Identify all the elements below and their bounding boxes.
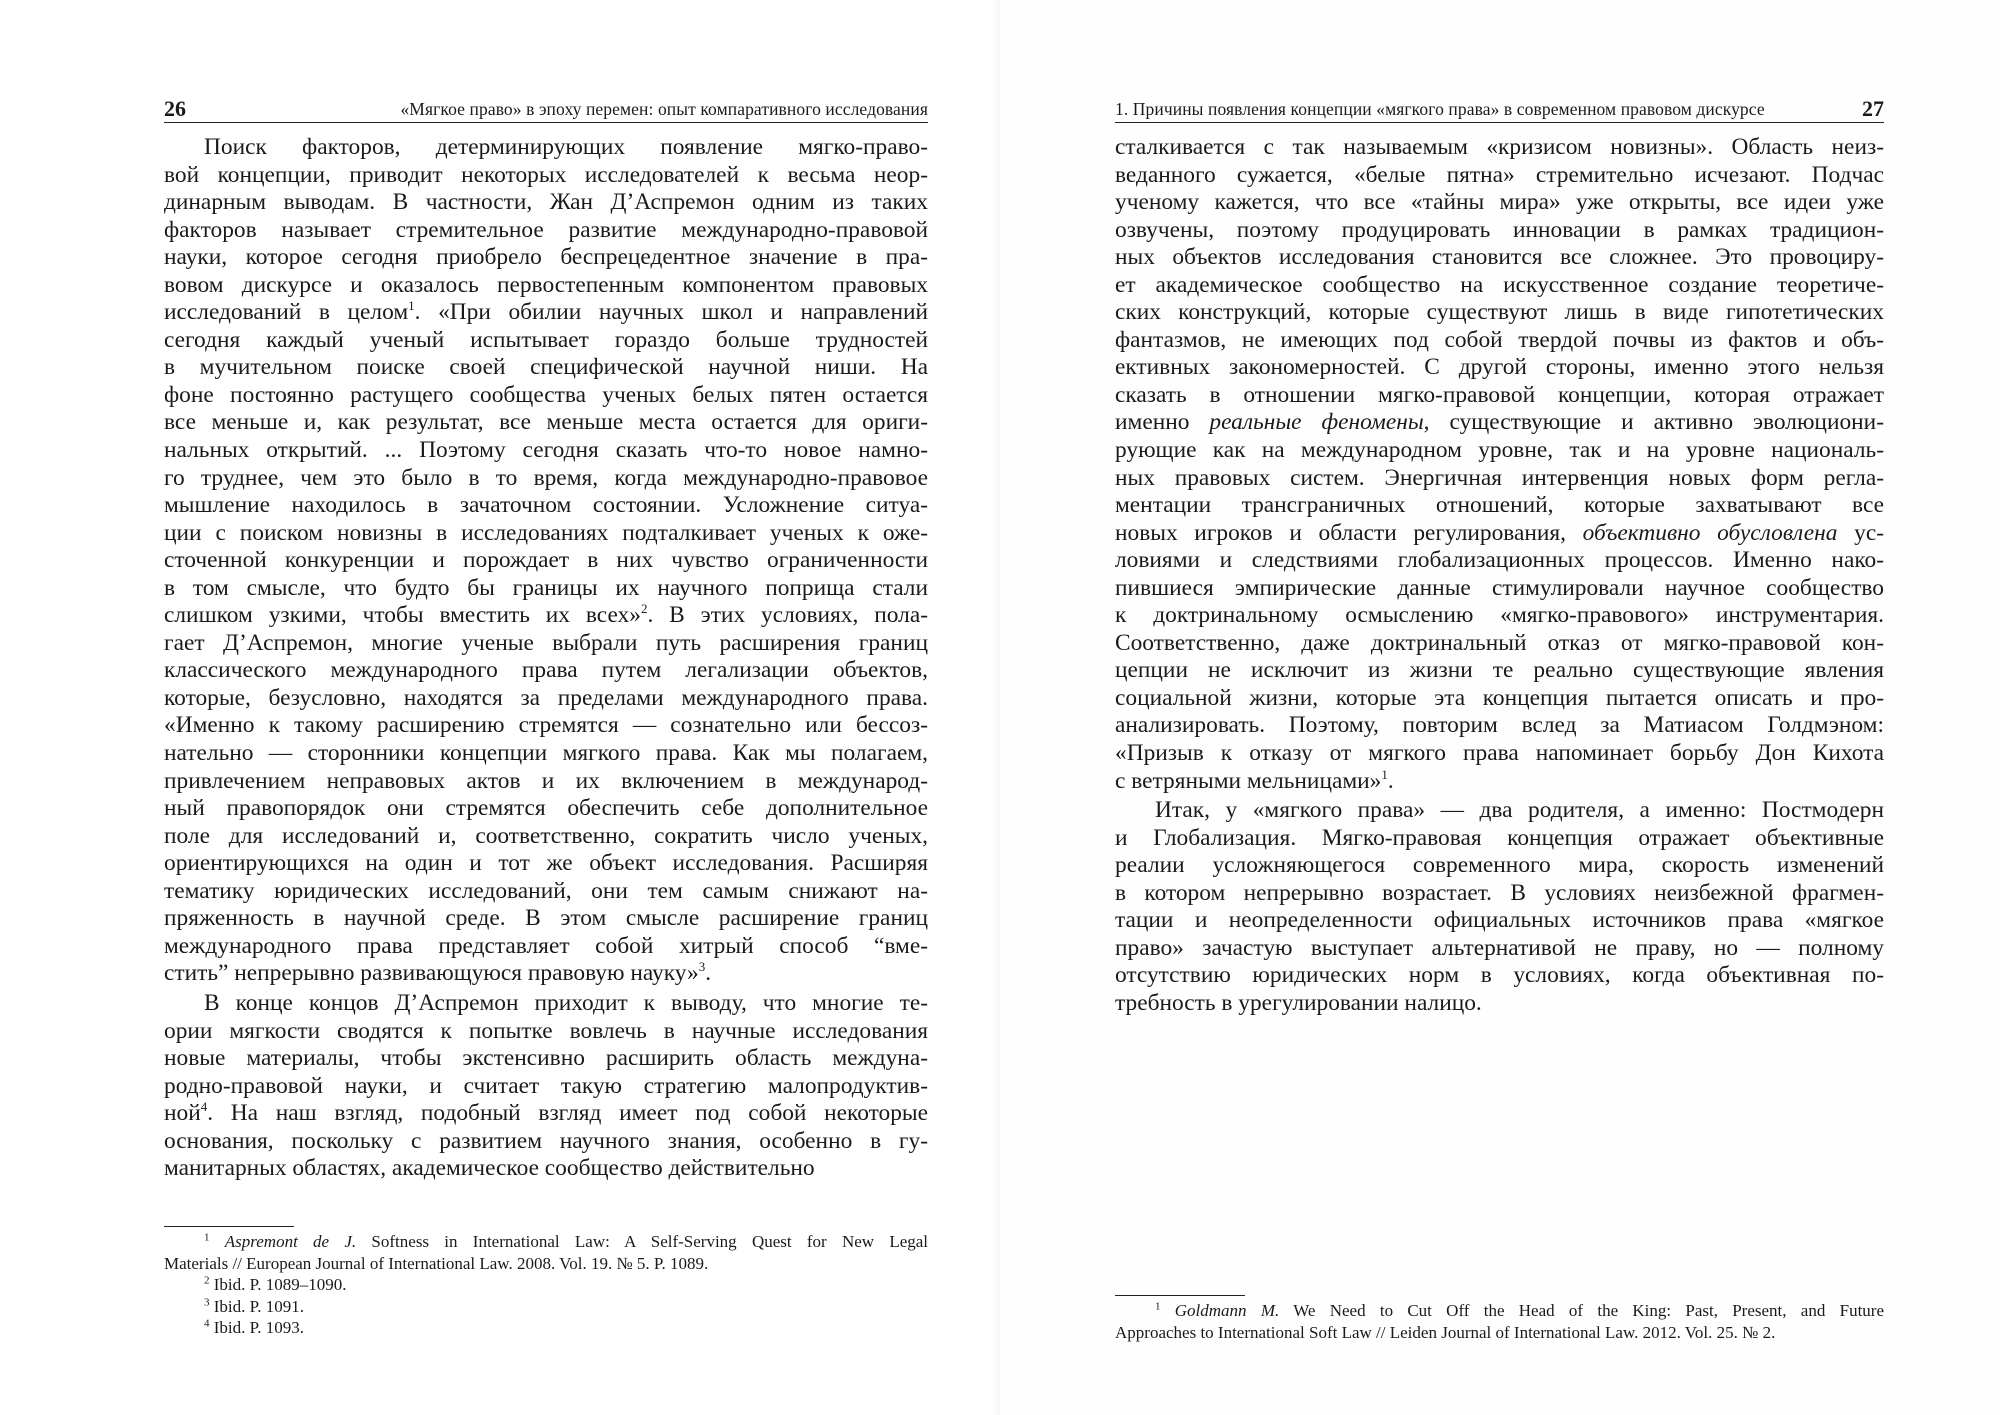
- running-title: «Мягкое право» в эпоху перемен: опыт компаративного исследования: [400, 99, 928, 119]
- left-page-header: [164, 95, 928, 123]
- text-line: ции с поиском новизны в исследованиях подталкивает ученых к оже-: [164, 519, 928, 546]
- text-line: анализировать. Поэтому, повторим вслед за Матиасом Голдмэном:: [1115, 712, 1884, 739]
- text-line: право» зачастую выступает альтернативой не праву, но — полному: [1115, 934, 1884, 961]
- header-rule: [1115, 122, 1884, 123]
- text-line: фоне постоянно растущего сообщества ученых белых пятен остается: [164, 381, 928, 408]
- text-line: стить” непрерывно развивающуюся правовую науку»$^3$.: [164, 959, 712, 987]
- footnote-author: Aspremont de J.: [224, 1232, 357, 1251]
- text-line: ученому кажется, что все «тайны мира» уже открыты, все идеи уже: [1115, 189, 1884, 216]
- text-line: в котором непрерывно возрастает. В условиях неизбежной фрагмен-: [1115, 879, 1884, 906]
- footnote-line: $^1$ Goldmann M. We Need to Cut Off the Head of the King: Past, Present, and Future: [1155, 1300, 1884, 1320]
- text-line: отсутствию юридических норм в условиях, когда объективная по-: [1115, 962, 1884, 989]
- text-line: слишком узкими, чтобы вместить их всех»$^2$. В этих условиях, пола-: [164, 601, 928, 629]
- text-line: новые материалы, чтобы экстенсивно расширить область междуна-: [164, 1045, 928, 1072]
- footnote-line: $^2$ Ibid. P. 1089–1090.: [204, 1274, 347, 1294]
- text-line: ет академическое сообщество на искусственное создание теоретиче-: [1115, 271, 1884, 298]
- text-line: ективных закономерностей. С другой стороны, именно этого нельзя: [1115, 354, 1884, 381]
- text-line: «Именно к такому расширению стремятся — сознательно или бессоз-: [164, 712, 928, 739]
- text-line: именно реальные феномены, существующие и активно эволюциони-: [1115, 409, 1884, 436]
- emphasis: реальные феномены: [1209, 409, 1424, 436]
- footnote-marker: 3: [204, 1295, 210, 1308]
- text-line: поле для исследований и, соответственно, сократить число ученых,: [164, 822, 928, 849]
- text-line: привлечением неправовых актов и их включением в международ-: [164, 767, 928, 794]
- text-line: в мучительном поиске своей специфической научной ниши. На: [164, 354, 928, 381]
- footnote-ref[interactable]: 4: [200, 1099, 208, 1115]
- running-title: 1. Причины появления концепции «мягкого права» в современном правовом дискурсе: [1115, 99, 1765, 119]
- text-line: факторов называет стремительное развитие международно-правовой: [164, 216, 928, 243]
- footnote-line: $^1$ Aspremont de J. Softness in International Law: A Self-Serving Quest for New Legal: [204, 1231, 929, 1251]
- text-line: пряженность в научной среде. В этом смысле расширение границ: [164, 905, 928, 932]
- text-line: В конце концов Д’Аспремон приходит к выводу, что многие те-: [204, 989, 928, 1016]
- text-line: исследований в целом$^1$. «При обилии научных школ и направлений: [164, 298, 928, 326]
- left-body-text: [164, 134, 928, 1183]
- text-line: сталкивается с так называемым «кризисом новизны». Область неиз-: [1115, 134, 1884, 160]
- text-line: манитарных областях, академическое сообщество действительно: [164, 1155, 815, 1182]
- footnote-author: Goldmann M.: [1174, 1301, 1280, 1320]
- text-line: рующие как на международном уровне, так и на уровне националь-: [1115, 437, 1884, 464]
- paragraph: [164, 134, 928, 988]
- footnote-marker: 4: [204, 1317, 210, 1330]
- footnote: [1115, 1300, 1884, 1343]
- footnote-ref[interactable]: 1: [408, 298, 415, 314]
- footnote: [164, 1317, 928, 1339]
- text-line: ных объектов исследования становится все сложнее. Это провоциру-: [1115, 244, 1884, 271]
- text-line: озвучены, поэтому продуцировать инновации в рамках традицион-: [1115, 216, 1884, 243]
- text-line: и Глобализация. Мягко-правовая концепция отражает объективные: [1115, 824, 1884, 851]
- text-line: все меньше и, как результат, все меньше места остается для ориги-: [164, 409, 928, 436]
- text-line: сточенной конкуренции и порождает в них чувство ограниченности: [164, 547, 928, 574]
- right-page-header: [1115, 95, 1884, 123]
- text-line: цепции не исключит из жизни те реально существующие явления: [1115, 657, 1884, 684]
- text-line: Поиск факторов, детерминирующих появление мягко-право-: [204, 134, 928, 160]
- text-line: новых игроков и области регулирования, объективно обусловлена ус-: [1115, 519, 1884, 546]
- emphasis: объективно обусловлена: [1582, 519, 1838, 546]
- footnote-marker: 1: [204, 1231, 210, 1244]
- text-line: требность в урегулировании налицо.: [1115, 989, 1482, 1016]
- footnote-ref[interactable]: 2: [640, 601, 648, 617]
- text-line: гает Д’Аспремон, многие ученые выбрали путь расширения границ: [164, 629, 928, 656]
- right-body-text: [1115, 134, 1884, 1018]
- text-line: ских конструкций, которые существуют лишь в виде гипотетических: [1115, 299, 1884, 326]
- left-footnotes: [164, 1231, 928, 1339]
- page-number: 27: [1862, 96, 1884, 121]
- footnote-ref[interactable]: 1: [1381, 766, 1388, 782]
- footnote: [164, 1296, 928, 1318]
- footnote-line: Materials // European Journal of International Law. 2008. Vol. 19. № 5. P. 1089.: [164, 1253, 709, 1273]
- footnote-line: Approaches to International Soft Law // Leiden Journal of International Law. 2012. Vol. 25. № 2.: [1115, 1322, 1776, 1342]
- text-line: веданного сужается, «белые пятна» стремительно исчезают. Подчас: [1115, 161, 1884, 188]
- footnote-rule: [164, 1226, 294, 1227]
- right-page: [1000, 0, 2000, 1415]
- text-line: науки, которое сегодня приобрело беспрецедентное значение в пра-: [164, 244, 928, 271]
- text-line: пившиеся эмпирические данные стимулировали научное сообщество: [1115, 574, 1884, 601]
- text-line: в том смысле, что будто бы границы их научного поприща стали: [164, 574, 928, 601]
- text-line: вовом дискурсе и оказалось первостепенным компонентом правовых: [164, 271, 928, 298]
- text-line: тематику юридических исследований, они тем самым снижают на-: [164, 877, 928, 904]
- text-line: го труднее, чем это было в то время, когда международно-правовое: [164, 464, 928, 491]
- text-line: тации и неопределенности официальных источников права «мягкое: [1115, 907, 1884, 934]
- text-line: социальной жизни, которые эта концепция пытается описать и про-: [1115, 684, 1884, 711]
- text-line: вой концепции, приводит некоторых исследователей к весьма неор-: [164, 161, 928, 188]
- text-line: фантазмов, не имеющих под собой твердой почвы из фактов и объ-: [1115, 326, 1884, 353]
- text-line: сказать в отношении мягко-правовой концепции, которая отражает: [1115, 381, 1884, 408]
- page-number: 26: [164, 96, 186, 121]
- text-line: мышление находилось в зачаточном состоянии. Усложнение ситуа-: [164, 492, 928, 519]
- text-line: ории мягкости сводятся к попытке вовлечь в научные исследования: [164, 1017, 928, 1044]
- footnote: [164, 1274, 928, 1296]
- text-line: нальных открытий. ... Поэтому сегодня сказать что-то новое намно-: [164, 437, 928, 464]
- text-line: основания, поскольку с развитием научного знания, особенно в гу-: [164, 1127, 928, 1154]
- text-line: реалии усложняющегося современного мира, скорость изменений: [1115, 852, 1884, 879]
- text-line: ориентирующихся на один и тот же объект исследования. Расширяя: [164, 850, 928, 877]
- paragraph: [1115, 797, 1884, 1017]
- text-line: нательно — сторонники концепции мягкого права. Как мы полагаем,: [164, 740, 928, 767]
- text-line: Соответственно, даже доктринальный отказ от мягко-правовой кон-: [1115, 629, 1884, 656]
- footnote: [164, 1231, 928, 1274]
- footnote-line: $^4$ Ibid. P. 1093.: [204, 1317, 304, 1337]
- text-line: ментации трансграничных отношений, которые захватывают все: [1115, 492, 1884, 519]
- text-line: Итак, у «мягкого права» — два родителя, а именно: Постмодерн: [1155, 797, 1884, 824]
- text-line: к доктринальному осмыслению «мягко-правового» инструментария.: [1115, 602, 1884, 629]
- footnote-marker: 1: [1155, 1300, 1161, 1313]
- text-line: с ветряными мельницами»$^1$.: [1115, 766, 1394, 794]
- text-line: динарным выводам. В частности, Жан Д’Аспремон одним из таких: [164, 189, 928, 216]
- text-line: которые, безусловно, находятся за пределами международного права.: [164, 684, 928, 711]
- text-line: международного права представляет собой хитрый способ “вме-: [164, 932, 928, 959]
- text-line: ной$^4$. На наш взгляд, подобный взгляд имеет под собой некоторые: [164, 1099, 928, 1127]
- footnote-marker: 2: [204, 1274, 210, 1287]
- footnote-rule: [1115, 1295, 1245, 1296]
- text-line: «Призыв к отказу от мягкого права напоминает борьбу Дон Кихота: [1115, 740, 1884, 767]
- footnote-line: $^3$ Ibid. P. 1091.: [204, 1295, 304, 1316]
- paragraph: [1115, 134, 1884, 795]
- text-line: классического международного права путем легализации объектов,: [164, 657, 928, 684]
- text-line: ный правопорядок они стремятся обеспечить себе дополнительное: [164, 795, 928, 822]
- paragraph: [164, 990, 928, 1183]
- text-line: ловиями и следствиями глобализационных процессов. Именно нако-: [1115, 547, 1884, 574]
- text-line: родно-правовой науки, и считает такую стратегию малопродуктив-: [164, 1072, 928, 1099]
- header-rule: [164, 122, 928, 123]
- footnote-ref[interactable]: 3: [698, 959, 706, 975]
- text-line: сегодня каждый ученый испытывает гораздо больше трудностей: [164, 326, 928, 353]
- text-line: ных правовых систем. Энергичная интервенция новых форм регла-: [1115, 464, 1884, 491]
- right-footnotes: [1115, 1300, 1884, 1343]
